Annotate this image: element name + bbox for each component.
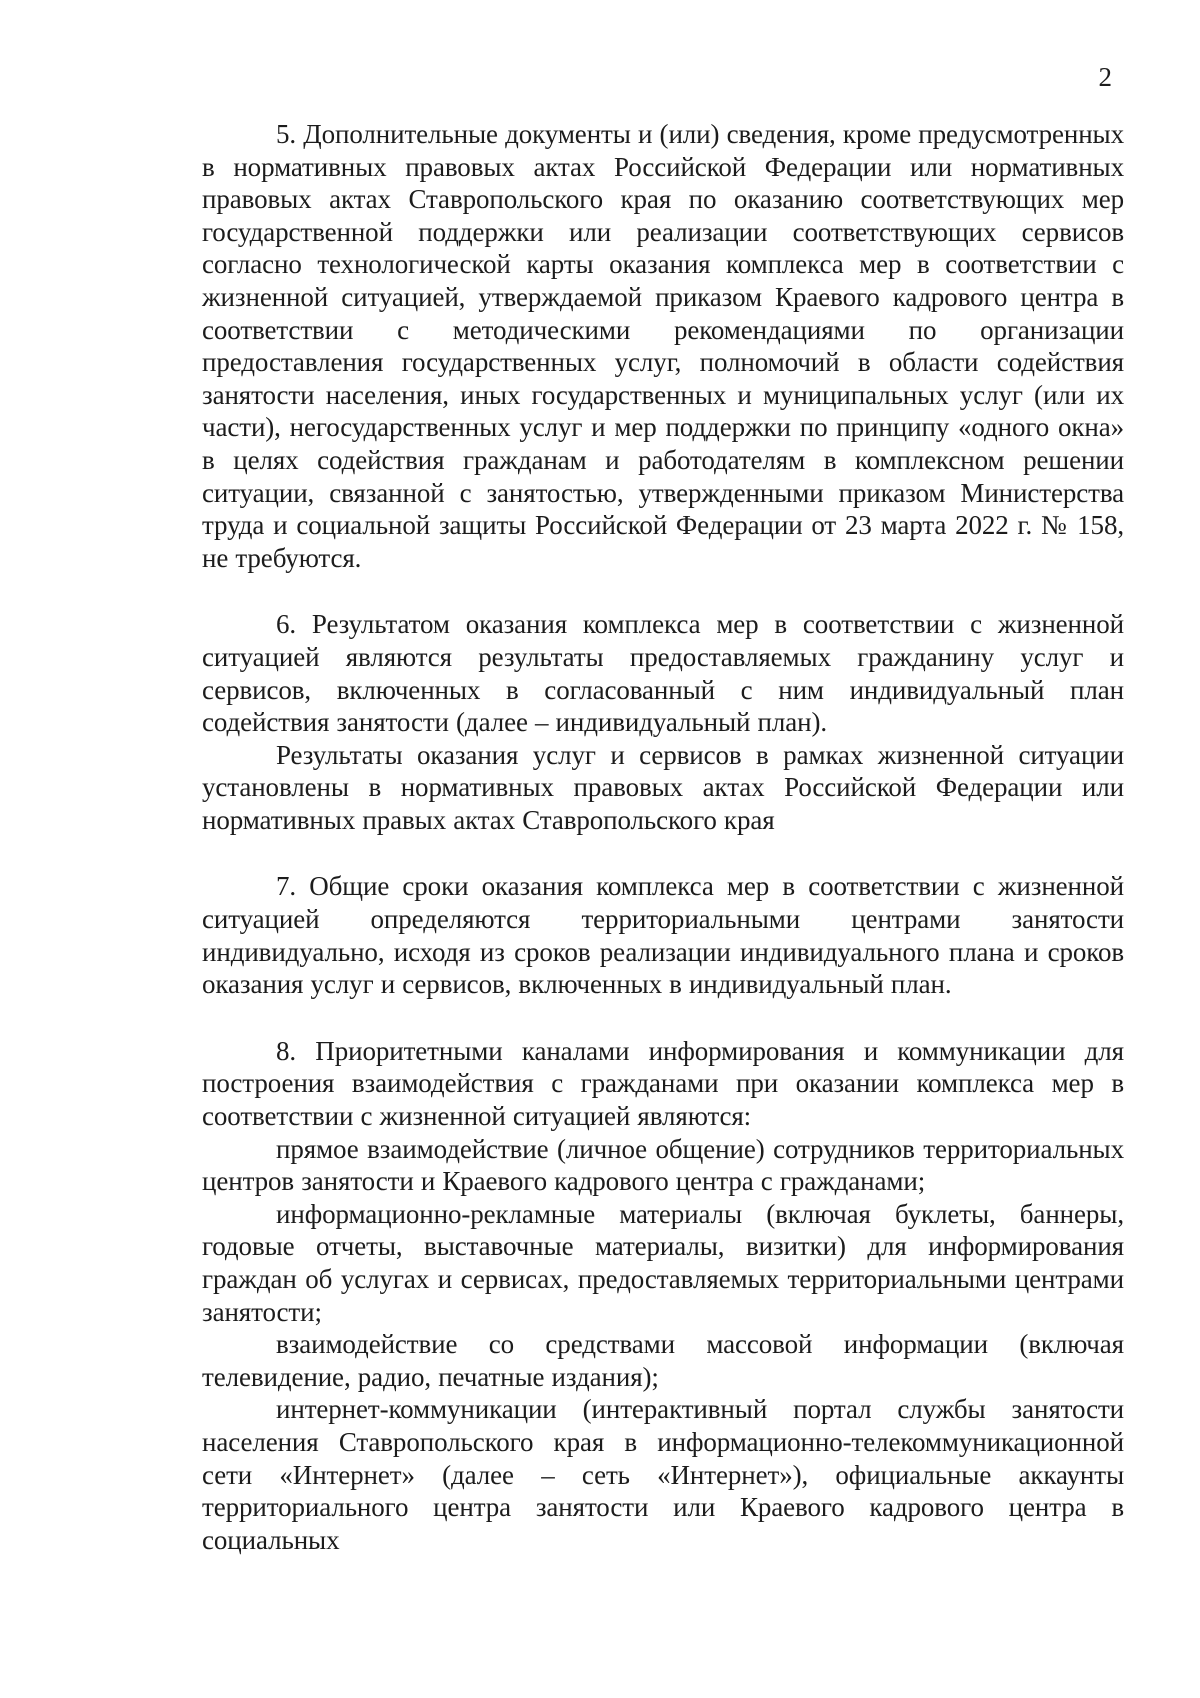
page-number: 2 [1098,62,1112,92]
paragraph-6-continued: Результаты оказания услуг и сервисов в рамках жизненной ситуации установлены в нормативных правовых актах Российской Федерации или нормативных правых актах Ставропольского края [202,739,1124,835]
paragraph-5: 5. Дополнительные документы и (или) сведения, кроме предусмотренных в нормативных правовых актах Российской Федерации или нормативных правовых актах Ставропольского края по оказанию соответствующих мер государственной поддержки или реализации соответствующих сервисов согласно технологической карты оказания комплекса мер в соответствии с жизненной ситуацией, утверждаемой приказом Краевого кадрового центра в соответствии с методическими рекомендациями по организации предоставления государственных услуг, полномочий в области содействия занятости населения, иных государственных и муниципальных услуг (или их части), негосударственных услуг и мер поддержки по принципу «одного окна» в целях содействия гражданам и работодателям в комплексном решении ситуации, связанной с занятостью, утвержденными приказом Министерства труда и социальной защиты Российской Федерации от 23 марта 2022 г. № 158, не требуются. [202,119,1124,573]
paragraph-8: 8. Приоритетными каналами информирования и коммуникации для построения взаимодействия с гражданами при оказании комплекса мер в соответствии с жизненной ситуацией являются: [202,1035,1124,1132]
list-item-mass-media: взаимодействие со средствами массовой информации (включая телевидение, радио, печатные издания); [202,1329,1124,1392]
list-item-internet-communications: интернет-коммуникации (интерактивный портал службы занятости населения Ставропольского края в информационно-телекоммуникационной сети «Интернет» (далее – сеть «Интернет»), официальные аккаунты территориального центра занятости или Краевого кадрового центра в социальных [202,1394,1124,1555]
list-item-direct-interaction: прямое взаимодействие (личное общение) сотрудников территориальных центров занятости и Краевого кадрового центра с гражданами; [202,1133,1124,1197]
paragraph-7: 7. Общие сроки оказания комплекса мер в соответствии с жизненной ситуацией определяются территориальными центрами занятости индивидуально, исходя из сроков реализации индивидуального плана и сроков оказания услуг и сервисов, включенных в индивидуальный план. [202,871,1124,1000]
list-item-promo-materials: информационно-рекламные материалы (включая буклеты, баннеры, годовые отчеты, выставочные материалы, визитки) для информирования граждан об услугах и сервисах, предоставляемых территориальными центрами занятости; [202,1198,1124,1327]
paragraph-6: 6. Результатом оказания комплекса мер в соответствии с жизненной ситуацией являются результаты предоставляемых гражданину услуг и сервисов, включенных в согласованный с ним индивидуальный план содействия занятости (далее – индивидуальный план). [202,609,1124,738]
document-body [202,118,1124,1556]
